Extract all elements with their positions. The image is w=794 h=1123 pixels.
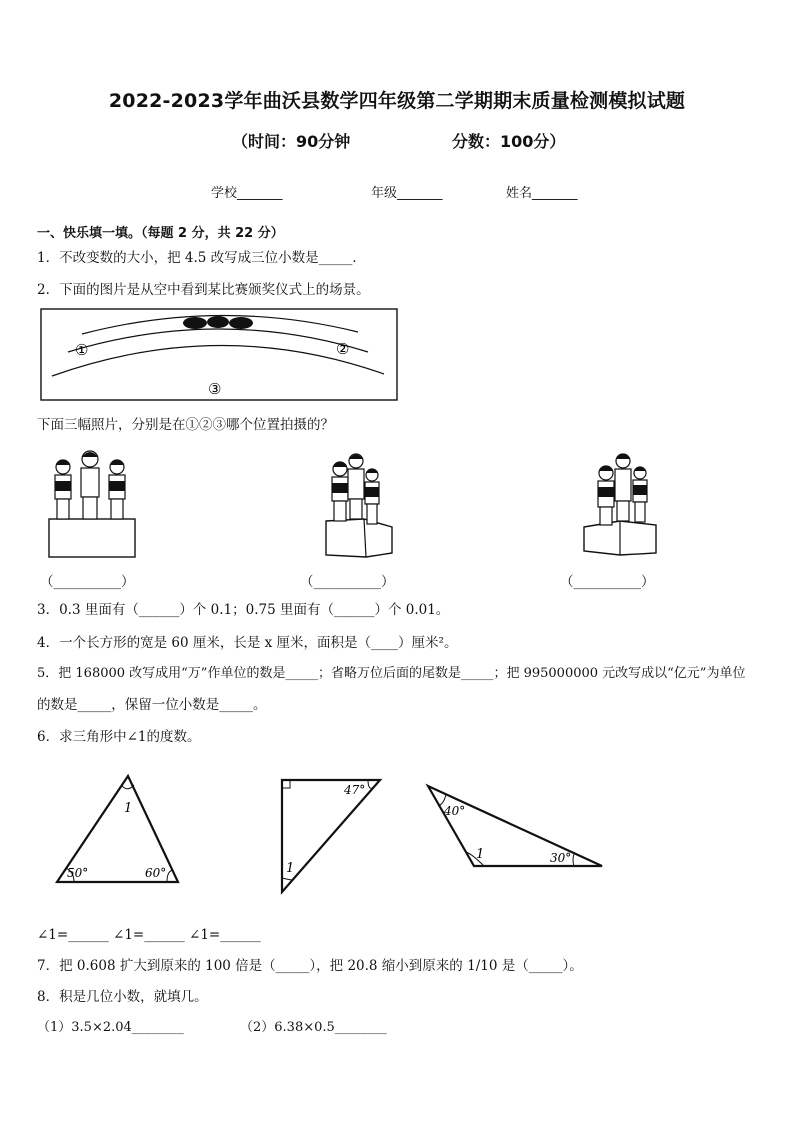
photo-1-answer: （__________） [40,574,135,590]
aerial-view-figure [40,308,400,402]
triangle-3-angle-30: 30° [550,851,572,865]
podium-photo-1 [44,447,140,559]
question-5-line-1: 5．把 168000 改写成用“万”作单位的数是_____；省略万位后面的尾数是_____；把 995000000 元改写成以“亿元”为单位 [37,666,746,681]
triangle-1-angle-60: 60° [145,866,167,880]
question-8-part-2: （2）6.38×0.5________ [240,1020,387,1035]
triangle-2-angle-1: 1 [286,861,295,876]
question-5-line-2: 的数是_____，保留一位小数是_____。 [37,697,267,713]
school-field: 学校_______ [211,186,283,201]
position-label-1: ① [75,341,89,359]
name-field: 姓名_______ [506,186,578,201]
section-heading: 一、快乐填一填。（每题 2 分，共 22 分） [37,226,284,241]
page-title: 2022-2023学年曲沃县数学四年级第二学期期末质量检测模拟试题 [108,90,686,112]
photo-3-answer: （__________） [560,574,655,590]
question-6: 6．求三角形中∠1的度数。 [37,729,201,745]
question-8-part-1: （1）3.5×2.04________ [37,1020,184,1035]
question-8: 8．积是几位小数，就填几。 [37,989,208,1005]
question-3: 3．0.3 里面有（______）个 0.1；0.75 里面有（______）个 0.01。 [37,602,450,618]
triangle-3-angle-40: 40° [444,804,466,818]
podium-photo-3 [580,451,660,559]
question-2: 2．下面的图片是从空中看到某比赛颁奖仪式上的场景。 [37,282,370,298]
triangle-2-angle-47: 47° [344,783,366,797]
photo-2-answer: （__________） [300,574,395,590]
triangle-1-angle-50: 50° [67,866,89,880]
exam-score: 分数：100分） [452,132,566,151]
question-1: 1．不改变数的大小，把 4.5 改写成三位小数是_____． [37,250,366,266]
triangle-1-angle-1: 1 [124,801,133,816]
question-4: 4．一个长方形的宽是 60 厘米，长是 x 厘米，面积是（____）厘米²。 [37,635,458,651]
triangle-1 [50,770,184,888]
grade-field: 年级_______ [371,186,443,201]
podium-photo-2 [320,453,396,559]
triangle-3-angle-1: 1 [476,847,485,862]
question-2-sub: 下面三幅照片，分别是在①②③哪个位置拍摄的？ [37,417,334,433]
position-label-3: ③ [208,380,222,398]
position-label-2: ② [336,340,350,358]
triangle-3 [424,782,606,872]
question-6-answers: ∠1=______ ∠1=______ ∠1=______ [37,927,261,943]
exam-time: （时间：90分钟 [232,132,351,151]
triangle-2 [276,774,386,898]
question-7: 7．把 0.608 扩大到原来的 100 倍是（_____），把 20.8 缩小到原来的 1/10 是（_____）。 [37,958,583,974]
